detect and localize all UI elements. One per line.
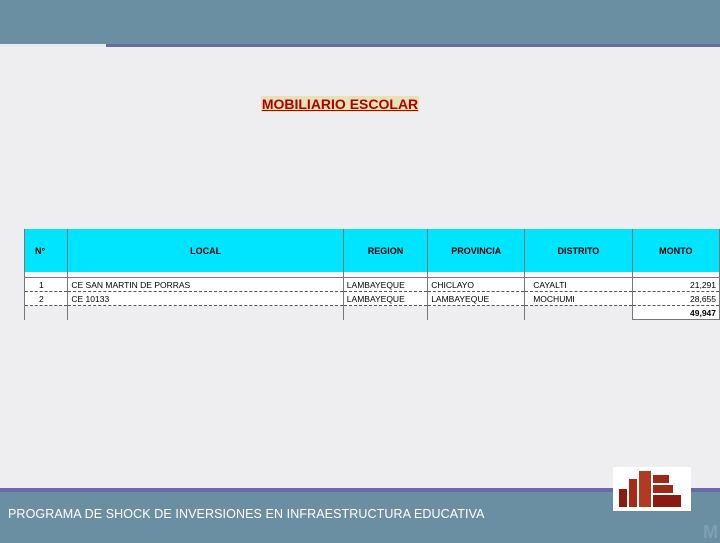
cell-provincia: LAMBAYEQUE	[428, 292, 525, 306]
header-monto: MONTO	[632, 229, 719, 272]
cell-n: 2	[25, 292, 68, 306]
header-provincia: PROVINCIA	[428, 229, 525, 272]
cell-provincia: CHICLAYO	[428, 278, 525, 292]
data-table	[24, 229, 720, 320]
header-distrito: DISTRITO	[525, 229, 632, 272]
cell-monto: 28,655	[632, 292, 719, 306]
total-monto: 49,947	[632, 306, 719, 320]
total-row	[25, 306, 720, 320]
footer-text: PROGRAMA DE SHOCK DE INVERSIONES EN INFRAESTRUCTURA EDUCATIVA	[8, 507, 485, 521]
page-title: MOBILIARIO ESCOLAR	[261, 96, 419, 112]
corner-mark: M	[703, 522, 718, 542]
cell-distrito: MOCHUMI	[525, 292, 632, 306]
cell-local: CE SAN MARTIN DE PORRAS	[68, 278, 343, 292]
cell-n: 1	[25, 278, 68, 292]
table-header-row	[25, 229, 720, 272]
bar-steps-logo-icon	[613, 467, 691, 511]
header-region: REGION	[343, 229, 427, 272]
table-row	[25, 292, 720, 306]
header-n: N°	[25, 229, 68, 272]
cell-region: LAMBAYEQUE	[343, 292, 427, 306]
bottom-rule	[0, 488, 720, 492]
header-local: LOCAL	[68, 229, 343, 272]
cell-local: CE 10133	[68, 292, 343, 306]
cell-monto: 21,291	[632, 278, 719, 292]
cell-region: LAMBAYEQUE	[343, 278, 427, 292]
cell-distrito: CAYALTI	[525, 278, 632, 292]
table-row	[25, 278, 720, 292]
